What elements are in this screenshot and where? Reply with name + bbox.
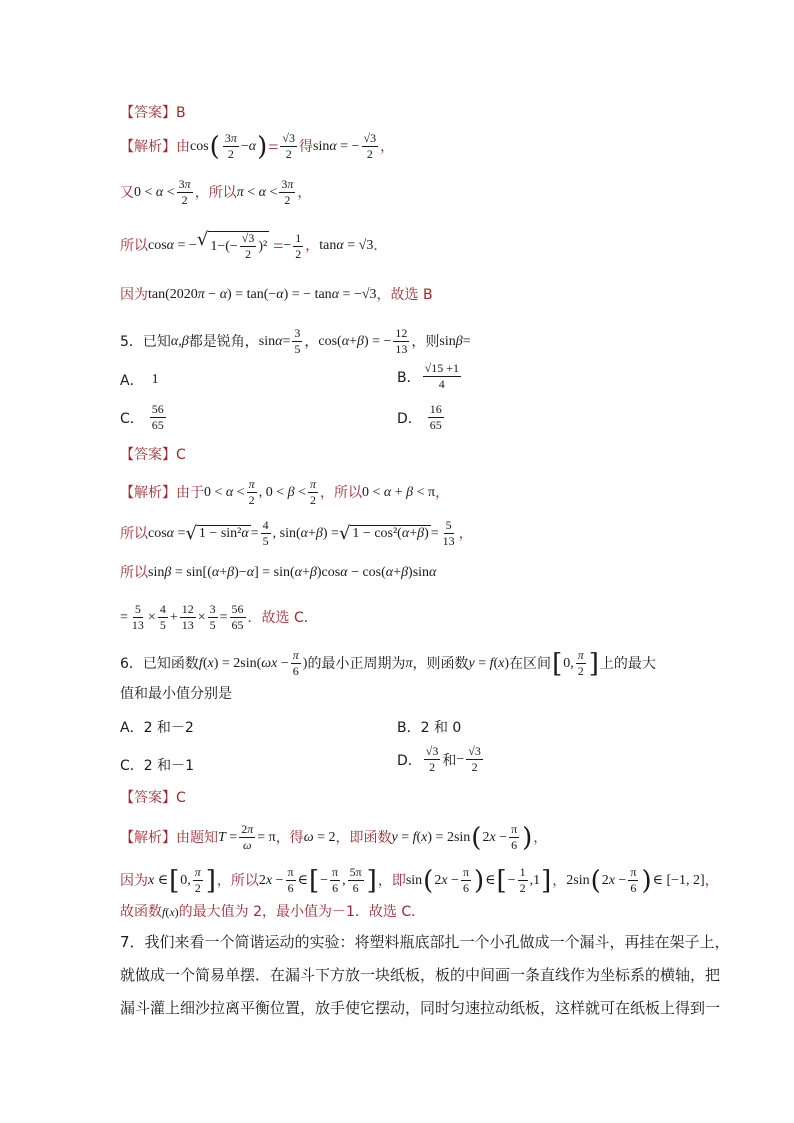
fraction: $\frac{\pi}{6}$ [332,865,339,896]
fraction: $\frac{4}{5}$ [159,602,166,633]
q6-option-b: B． 2 和 0 [397,720,462,736]
fraction: $\frac{1}{2}$ [519,865,526,896]
q4-analysis-line-2: 又 0 < α < $\frac{3\pi}{2}$ ，所以 π < α < $\frac{3\pi}{2}$ ， [120,177,312,208]
fraction: $\frac{\pi}{2}$ [248,477,255,508]
q5-analysis-line-2: 所以 cosα = √ 1 − sin²α = $\frac{4}{5}$ , sin(α+β) = √ 1 − cos²(α+β) = $\frac{5}{13}$ ， [120,518,473,549]
fraction: $\frac{√3}{2}$ [363,131,377,162]
answer-tag: 【答案】 [120,105,176,121]
q5-option-c: C． $\frac{56}{65}$ [120,402,164,433]
fraction: $\frac{56}{65}$ [151,402,164,433]
fraction: $\frac{\pi}{6}$ [462,865,470,896]
fraction: $\frac{1}{2}$ [295,230,302,261]
fraction: $\frac{3\pi}{2}$ [178,177,191,208]
fraction: $\frac{\pi}{6}$ [287,865,294,896]
fraction: $\frac{12}{13}$ [181,602,194,633]
q5-option-d: D． $\frac{16}{65}$ [397,402,442,433]
q5-analysis-line-1: 【解析】 由于 0 < α < $\frac{\pi}{2}$ , 0 < β < $\frac{\pi}{2}$ ，所以 0 < α + β < π ， [120,477,450,508]
answer-tag: 【答案】 [120,447,176,463]
q6-stem-line-2: 值和最小值分别是 [120,686,232,702]
fraction: $\frac{\pi}{2}$ [577,648,584,679]
answer-tag: 【答案】 [120,790,176,806]
q4-analysis-line-3: 所以 cosα = − √ 1−(− $\frac{√3}{2}$ )² = − $\frac{1}{2}$ ， tanα = √3 ． [120,229,388,262]
q5-analysis-line-4: = $\frac{5}{13}$ × $\frac{4}{5}$ + $\frac{12}{13}$ × $\frac{3}{5}$ = $\frac{56}{65}$ ．故选 C． [120,602,318,633]
fraction: $\frac{\pi}{2}$ [194,865,201,896]
fraction: $\frac{12}{13}$ [395,326,408,357]
sqrt: √ 1 − cos²(α+β) [338,522,429,544]
sqrt: √ 1 − sin²α [185,522,249,544]
q7-line-1: 7．我们来看一个简谐运动的实验：将塑料瓶底部扎一个小孔做成一个漏斗，再挂在架子上， [120,933,730,951]
fraction: $\frac{16}{65}$ [429,402,442,433]
fraction: $\frac{√3}{2}$ [425,744,439,775]
sqrt: √ 1−(− $\frac{√3}{2}$ )² [196,229,268,262]
q4-answer-line [120,106,186,120]
fraction: $\frac{3}{5}$ [294,326,301,357]
analysis-tag: 【解析】 [120,484,176,501]
answer-value: B [176,105,186,121]
fraction: $\frac{4}{5}$ [262,518,269,549]
q5-option-a: A． 1 [120,372,159,389]
fraction: $\frac{3\pi}{2}$ [224,131,237,162]
fraction: $\frac{5}{13}$ [131,602,144,633]
q7-line-2: 就做成一个简易单摆．在漏斗下方放一块纸板，板的中间画一条直线作为坐标系的横轴，把 [120,966,721,984]
q5-answer-line [120,448,186,462]
q5-analysis-line-3: 所以 sinβ = sin[(α+β)−α] = sin(α+β)cosα − cos(α+β)sinα [120,565,437,581]
fraction: $\frac{√3}{2}$ [468,744,481,775]
q6-analysis-line-1: 【解析】 由题知 T = $\frac{2\pi}{\omega}$ = π ，得 ω = 2 ，即函数 y = f(x) = 2sin ( 2x − $\frac{\pi}{6}$ ) ， [120,822,548,853]
q6-option-d: D． $\frac{√3}{2}$ 和 − $\frac{√3}{2}$ [397,744,481,775]
q6-analysis-line-3: 故函数 f(x) 的最大值为 2，最小值为－1．故选 C． [120,904,426,920]
fraction: $\frac{3}{5}$ [209,602,216,633]
q6-answer-line [120,791,186,805]
fraction: $\frac{5\pi}{6}$ [349,865,362,896]
fraction: $\frac{\pi}{2}$ [309,477,316,508]
fraction: $\frac{√15 +1}{4}$ [424,361,459,392]
q5-stem: 5．已知 α,β 都是锐角， sinα= $\frac{3}{5}$ ， cos(α+β) = − $\frac{12}{13}$ ，则 sinβ= [120,326,471,357]
math: cos [190,138,209,154]
answer-value: C [176,447,186,463]
q6-option-a: A． 2 和－2 [120,720,194,736]
q6-stem-line-1: 6．已知函数 f(x) = 2sin(ωx − $\frac{\pi}{6}$ ) 的最小正周期为 π ，则函数 y = f(x) 在区间 [ 0, $\frac{\pi}{2}$ ] 上的最大 [120,648,656,679]
q4-analysis-line-4: 因为 tan(2020π − α) = tan(−α) = − tanα = −√3 ，故选 B [120,287,433,303]
q6-option-c: C． 2 和－1 [120,758,195,774]
fraction: $\frac{56}{65}$ [231,602,244,633]
fraction: $\frac{\pi}{6}$ [630,865,637,896]
analysis-tag: 【解析】 [120,138,176,155]
answer-value: C [176,790,186,806]
q4-analysis-line-1: 【解析】 由 cos ( $\frac{3\pi}{2}$ −α ) = $\frac{√3}{2}$ 得 sinα = − $\frac{√3}{2}$ ， [120,131,395,162]
fraction: $\frac{2\pi}{\omega}$ [241,822,254,853]
analysis-tag: 【解析】 [120,829,176,846]
fraction: $\frac{5}{13}$ [442,518,455,549]
fraction: $\frac{\pi}{6}$ [511,822,518,853]
fraction: $\frac{\pi}{6}$ [292,648,299,679]
q7-line-3: 漏斗灌上细沙拉离平衡位置，放手使它摆动，同时匀速拉动纸板，这样就可在纸板上得到一 [120,999,721,1017]
q6-analysis-line-2: 因为 x ∈ [ 0, $\frac{\pi}{2}$ ] ，所以 2x − $\frac{\pi}{6}$ ∈ [ − $\frac{\pi}{6}$ , $\frac{5\pi}{6}$ ] ，即 sin ( 2x − $\frac{\pi}{6}$ ) ∈ [ − $\frac{1}{2}$ ,1 ] ， 2sin ( 2x − $\frac{\pi}{6}$ ) ∈ [−1, 2] ， [120,865,719,896]
q5-option-b: B． $\frac{√15 +1}{4}$ [397,361,459,392]
fraction: $\frac{3\pi}{2}$ [281,177,294,208]
fraction: $\frac{√3}{2}$ [282,131,296,162]
